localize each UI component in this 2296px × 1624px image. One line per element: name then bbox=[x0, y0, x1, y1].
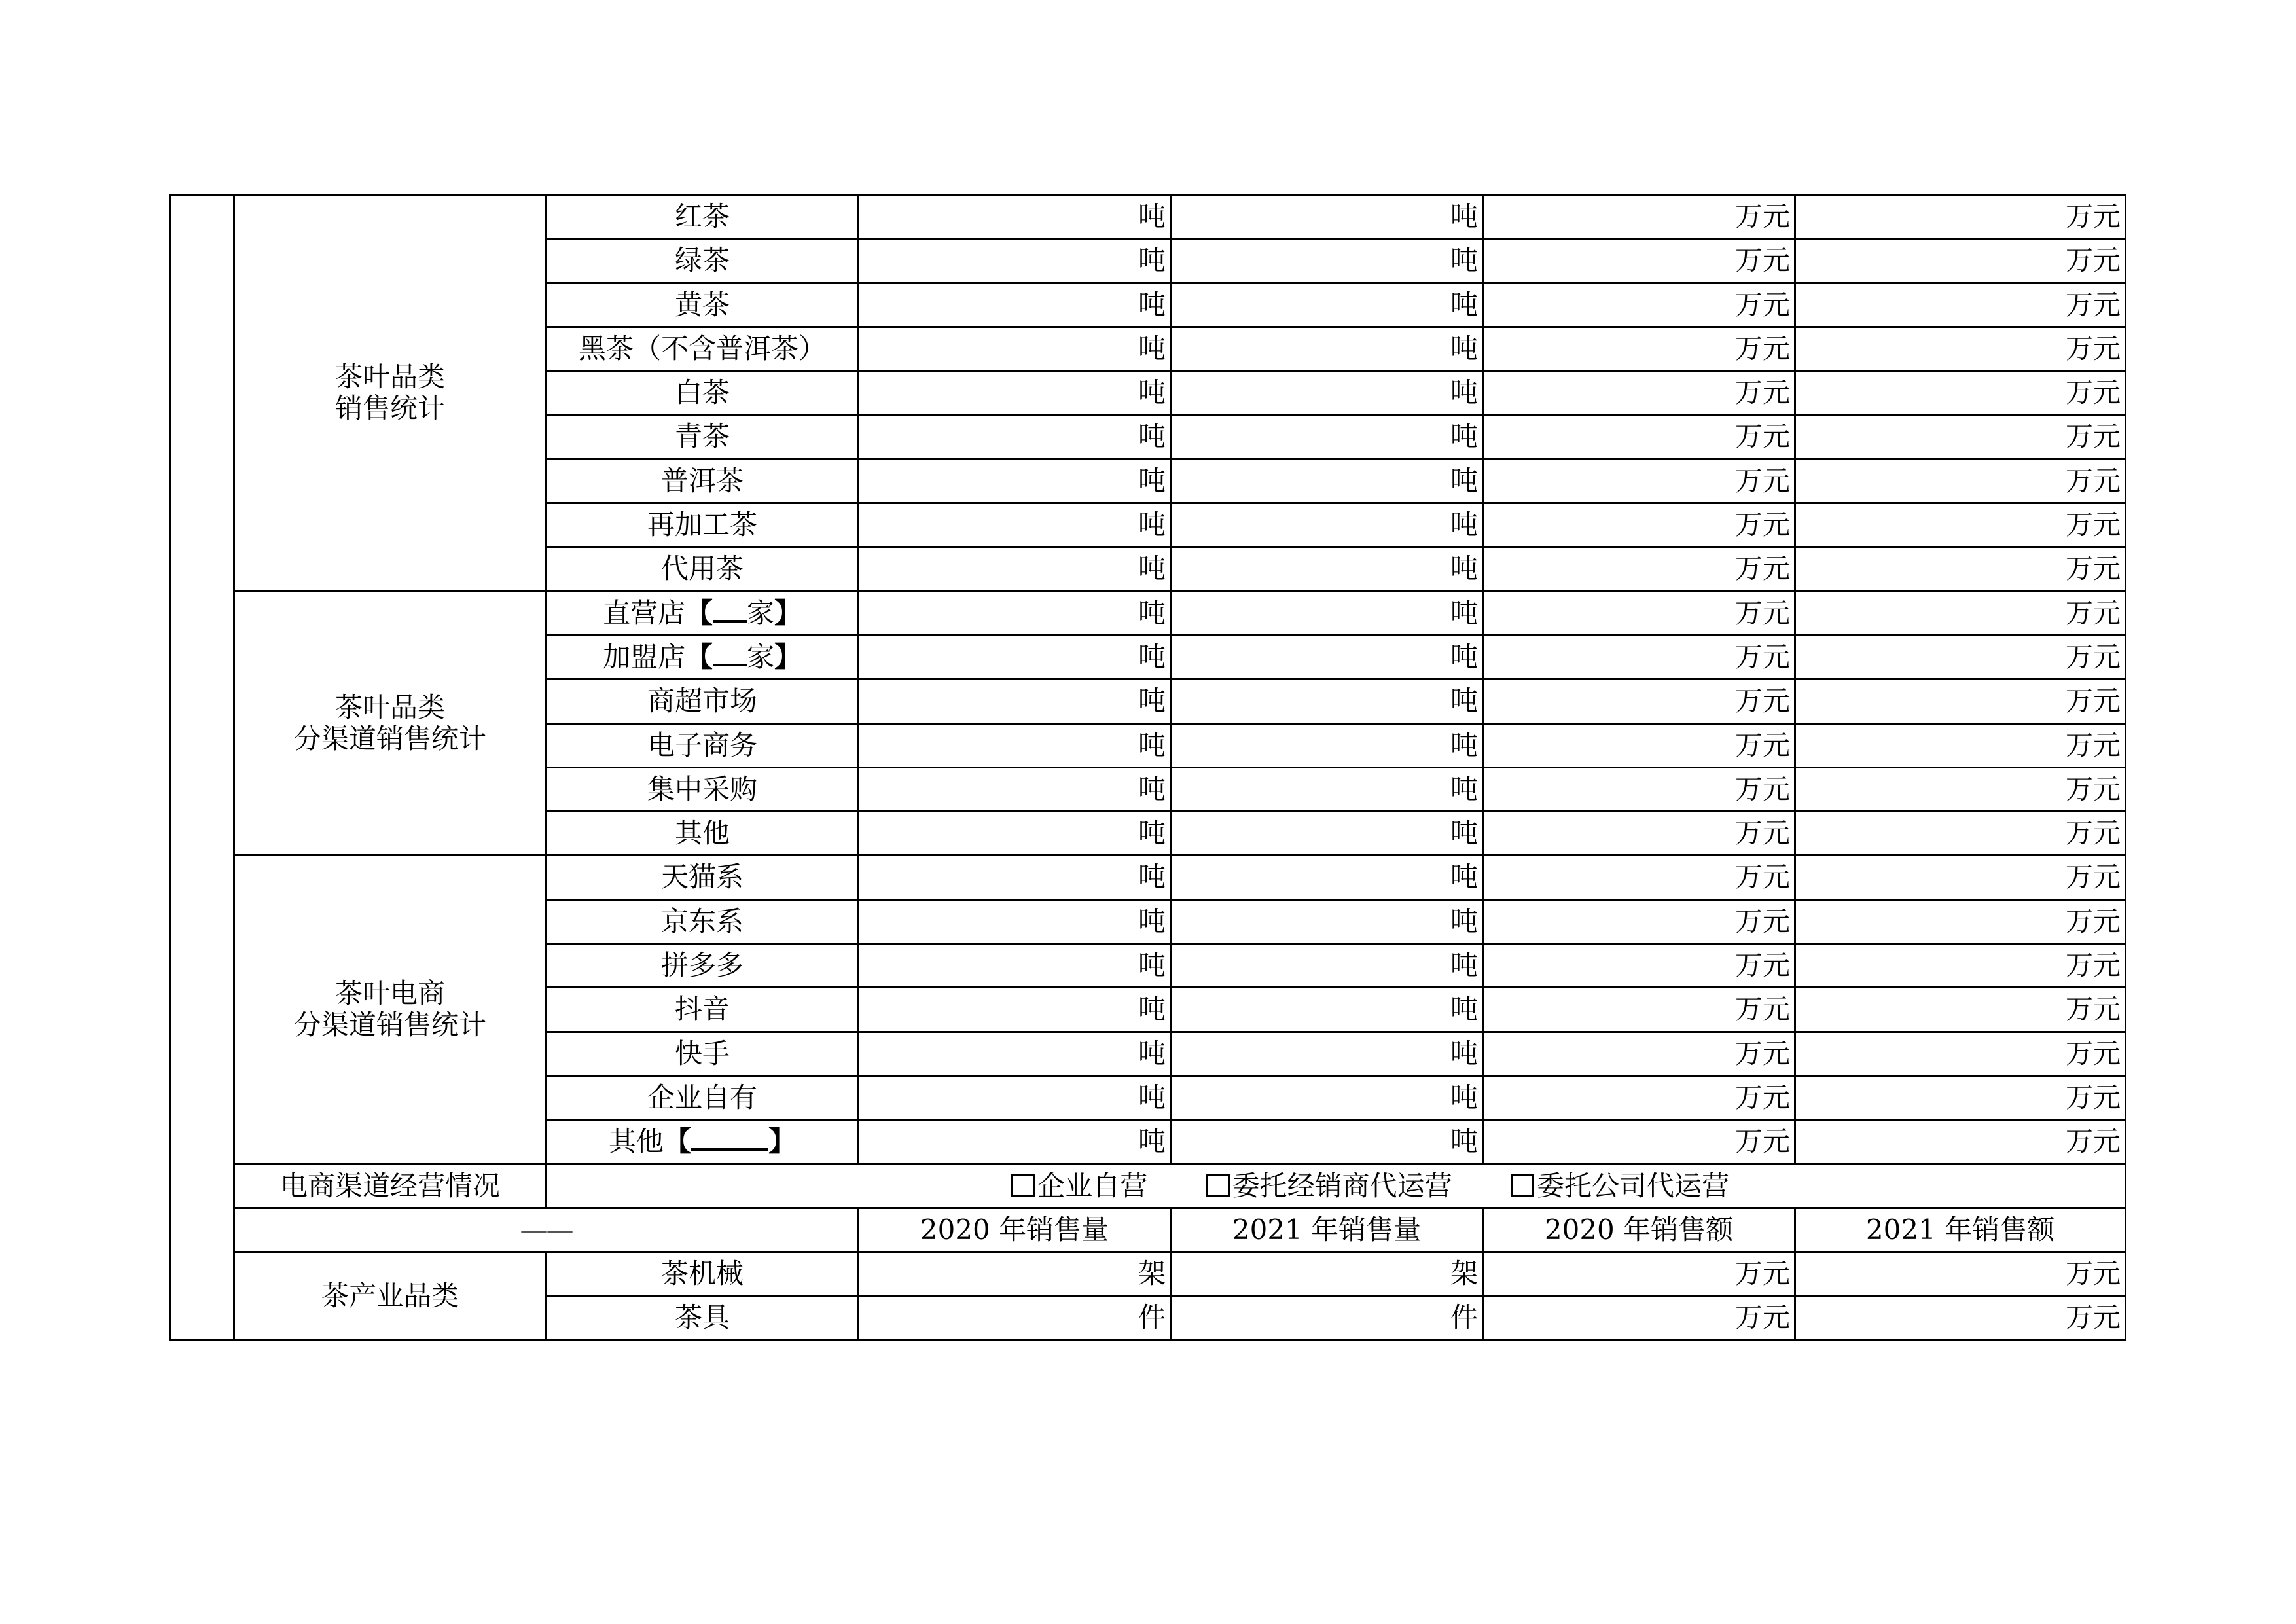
row-label-other-platform bbox=[547, 1120, 859, 1164]
tea-sales-statistics-table bbox=[169, 194, 2126, 1341]
unit-wanyuan-2020[interactable]: 万元 bbox=[1483, 1252, 1795, 1296]
group-title-line: 分渠道销售统计 bbox=[293, 723, 486, 755]
unit-ton-2020[interactable]: 吨 bbox=[859, 988, 1171, 1032]
unit-ton-2020[interactable]: 吨 bbox=[859, 767, 1171, 811]
row-label-direct-store bbox=[547, 591, 859, 635]
unit-wanyuan-2020[interactable]: 万元 bbox=[1483, 239, 1795, 283]
unit-ton-2020[interactable]: 吨 bbox=[859, 503, 1171, 547]
unit-machine-2020[interactable]: 架 bbox=[859, 1252, 1171, 1296]
store-count-blank[interactable] bbox=[713, 641, 747, 666]
row-label: 普洱茶 bbox=[547, 459, 859, 503]
unit-wanyuan-2020[interactable]: 万元 bbox=[1483, 944, 1795, 988]
bracket-open: 【 bbox=[685, 640, 713, 673]
unit-piece-2020[interactable]: 件 bbox=[859, 1296, 1171, 1340]
checkbox-icon[interactable] bbox=[1206, 1174, 1230, 1197]
unit-wanyuan-2021[interactable]: 万元 bbox=[1795, 679, 2126, 723]
unit-wanyuan-2020[interactable]: 万元 bbox=[1483, 723, 1795, 767]
unit-ton-2020[interactable]: 吨 bbox=[859, 371, 1171, 415]
header-2020-volume: 2020 年销售量 bbox=[859, 1208, 1171, 1252]
unit-wanyuan-2021[interactable]: 万元 bbox=[1795, 195, 2126, 239]
unit-wanyuan-2021[interactable]: 万元 bbox=[1795, 371, 2126, 415]
row-label: 集中采购 bbox=[547, 767, 859, 811]
unit-wanyuan-2020[interactable]: 万元 bbox=[1483, 371, 1795, 415]
option-dealer-operated[interactable] bbox=[1206, 1170, 1452, 1202]
option-self-operated[interactable] bbox=[1011, 1170, 1147, 1202]
checkbox-icon[interactable] bbox=[1011, 1174, 1035, 1197]
group-title-category-sales bbox=[234, 195, 547, 592]
label-suffix: 家 bbox=[747, 596, 775, 629]
unit-wanyuan-2021[interactable]: 万元 bbox=[1795, 283, 2126, 327]
header-2021-volume: 2021 年销售量 bbox=[1171, 1208, 1483, 1252]
group-title-line: 茶叶品类 bbox=[334, 691, 445, 723]
label-text: 直营店 bbox=[602, 596, 685, 629]
row-label: 再加工茶 bbox=[547, 503, 859, 547]
unit-wanyuan-2021[interactable]: 万元 bbox=[1795, 856, 2126, 899]
unit-wanyuan-2020[interactable]: 万元 bbox=[1483, 1296, 1795, 1340]
unit-wanyuan-2021[interactable]: 万元 bbox=[1795, 1032, 2126, 1075]
unit-wanyuan-2021[interactable]: 万元 bbox=[1795, 503, 2126, 547]
unit-ton-2021[interactable]: 吨 bbox=[1171, 679, 1483, 723]
row-label: 代用茶 bbox=[547, 547, 859, 591]
row-label: 企业自有 bbox=[547, 1075, 859, 1119]
unit-wanyuan-2021[interactable]: 万元 bbox=[1795, 591, 2126, 635]
unit-wanyuan-2021[interactable]: 万元 bbox=[1795, 1075, 2126, 1119]
header-2020-revenue: 2020 年销售额 bbox=[1483, 1208, 1795, 1252]
unit-ton-2021[interactable]: 吨 bbox=[1171, 459, 1483, 503]
option-company-operated[interactable] bbox=[1511, 1170, 1729, 1202]
unit-ton-2021[interactable]: 吨 bbox=[1171, 856, 1483, 899]
unit-ton-2021[interactable]: 吨 bbox=[1171, 635, 1483, 679]
unit-ton-2021[interactable]: 吨 bbox=[1171, 415, 1483, 459]
unit-wanyuan-2021[interactable]: 万元 bbox=[1795, 944, 2126, 988]
unit-ton-2021[interactable]: 吨 bbox=[1171, 239, 1483, 283]
unit-ton-2021[interactable]: 吨 bbox=[1171, 944, 1483, 988]
unit-ton-2020[interactable]: 吨 bbox=[859, 944, 1171, 988]
unit-wanyuan-2021[interactable]: 万元 bbox=[1795, 547, 2126, 591]
group-title-line: 分渠道销售统计 bbox=[293, 1009, 486, 1041]
unit-ton-2021[interactable]: 吨 bbox=[1171, 988, 1483, 1032]
unit-wanyuan-2020[interactable]: 万元 bbox=[1483, 415, 1795, 459]
bracket-close: 】 bbox=[774, 640, 802, 673]
ecommerce-ops-label: 电商渠道经营情况 bbox=[234, 1164, 547, 1208]
label-text: 加盟店 bbox=[602, 640, 685, 673]
unit-ton-2020[interactable]: 吨 bbox=[859, 812, 1171, 856]
unit-wanyuan-2021[interactable]: 万元 bbox=[1795, 1120, 2126, 1164]
unit-wanyuan-2021[interactable]: 万元 bbox=[1795, 1252, 2126, 1296]
industry-title: 茶产业品类 bbox=[234, 1252, 547, 1341]
unit-wanyuan-2020[interactable]: 万元 bbox=[1483, 1032, 1795, 1075]
unit-wanyuan-2020[interactable]: 万元 bbox=[1483, 679, 1795, 723]
label-text: 其他 bbox=[608, 1125, 664, 1158]
unit-wanyuan-2020[interactable]: 万元 bbox=[1483, 899, 1795, 943]
row-label: 拼多多 bbox=[547, 944, 859, 988]
unit-ton-2021[interactable]: 吨 bbox=[1171, 195, 1483, 239]
row-label-franchise-store bbox=[547, 635, 859, 679]
unit-ton-2021[interactable]: 吨 bbox=[1171, 723, 1483, 767]
unit-ton-2020[interactable]: 吨 bbox=[859, 679, 1171, 723]
bracket-close: 】 bbox=[768, 1125, 797, 1158]
unit-wanyuan-2020[interactable]: 万元 bbox=[1483, 1120, 1795, 1164]
unit-ton-2020[interactable]: 吨 bbox=[859, 195, 1171, 239]
unit-wanyuan-2021[interactable]: 万元 bbox=[1795, 899, 2126, 943]
unit-ton-2021[interactable]: 吨 bbox=[1171, 591, 1483, 635]
checkbox-icon[interactable] bbox=[1511, 1174, 1534, 1197]
unit-wanyuan-2021[interactable]: 万元 bbox=[1795, 327, 2126, 370]
unit-ton-2020[interactable]: 吨 bbox=[859, 1075, 1171, 1119]
other-platform-blank[interactable] bbox=[691, 1126, 768, 1151]
group-title-line: 茶叶电商 bbox=[334, 977, 445, 1010]
unit-wanyuan-2021[interactable]: 万元 bbox=[1795, 635, 2126, 679]
unit-ton-2021[interactable]: 吨 bbox=[1171, 812, 1483, 856]
option-label: 委托经销商代运营 bbox=[1232, 1169, 1452, 1202]
option-label: 委托公司代运营 bbox=[1537, 1169, 1730, 1202]
unit-wanyuan-2021[interactable]: 万元 bbox=[1795, 239, 2126, 283]
group-title-ecommerce-sales bbox=[234, 856, 547, 1164]
row-label: 青茶 bbox=[547, 415, 859, 459]
unit-piece-2021[interactable]: 件 bbox=[1171, 1296, 1483, 1340]
unit-ton-2021[interactable]: 吨 bbox=[1171, 327, 1483, 370]
header-2021-revenue: 2021 年销售额 bbox=[1795, 1208, 2126, 1252]
row-label: 茶具 bbox=[547, 1296, 859, 1340]
unit-ton-2021[interactable]: 吨 bbox=[1171, 1120, 1483, 1164]
unit-ton-2020[interactable]: 吨 bbox=[859, 547, 1171, 591]
row-label: 茶机械 bbox=[547, 1252, 859, 1296]
unit-wanyuan-2020[interactable]: 万元 bbox=[1483, 1075, 1795, 1119]
unit-wanyuan-2021[interactable]: 万元 bbox=[1795, 1296, 2126, 1340]
unit-wanyuan-2020[interactable]: 万元 bbox=[1483, 635, 1795, 679]
unit-wanyuan-2020[interactable]: 万元 bbox=[1483, 503, 1795, 547]
label-suffix: 家 bbox=[747, 640, 775, 673]
row-label: 白茶 bbox=[547, 371, 859, 415]
unit-ton-2020[interactable]: 吨 bbox=[859, 723, 1171, 767]
unit-wanyuan-2021[interactable]: 万元 bbox=[1795, 767, 2126, 811]
group-title-channel-sales bbox=[234, 591, 547, 856]
unit-wanyuan-2020[interactable]: 万元 bbox=[1483, 856, 1795, 899]
unit-machine-2021[interactable]: 架 bbox=[1171, 1252, 1483, 1296]
row-label: 京东系 bbox=[547, 899, 859, 943]
unit-ton-2020[interactable]: 吨 bbox=[859, 635, 1171, 679]
unit-wanyuan-2020[interactable]: 万元 bbox=[1483, 459, 1795, 503]
group-title-line: 销售统计 bbox=[334, 392, 445, 425]
unit-ton-2020[interactable]: 吨 bbox=[859, 415, 1171, 459]
unit-ton-2020[interactable]: 吨 bbox=[859, 459, 1171, 503]
unit-wanyuan-2020[interactable]: 万元 bbox=[1483, 812, 1795, 856]
unit-ton-2020[interactable]: 吨 bbox=[859, 899, 1171, 943]
unit-ton-2020[interactable]: 吨 bbox=[859, 239, 1171, 283]
row-label: 抖音 bbox=[547, 988, 859, 1032]
unit-ton-2021[interactable]: 吨 bbox=[1171, 371, 1483, 415]
bracket-open: 【 bbox=[685, 596, 713, 629]
unit-ton-2021[interactable]: 吨 bbox=[1171, 503, 1483, 547]
left-margin-cell bbox=[170, 195, 234, 1341]
unit-ton-2020[interactable]: 吨 bbox=[859, 327, 1171, 370]
unit-wanyuan-2020[interactable]: 万元 bbox=[1483, 591, 1795, 635]
unit-wanyuan-2021[interactable]: 万元 bbox=[1795, 988, 2126, 1032]
unit-ton-2021[interactable]: 吨 bbox=[1171, 899, 1483, 943]
option-label: 企业自营 bbox=[1037, 1169, 1148, 1202]
unit-wanyuan-2020[interactable]: 万元 bbox=[1483, 283, 1795, 327]
row-label: 黄茶 bbox=[547, 283, 859, 327]
row-label: 绿茶 bbox=[547, 239, 859, 283]
unit-wanyuan-2020[interactable]: 万元 bbox=[1483, 988, 1795, 1032]
row-label: 其他 bbox=[547, 812, 859, 856]
unit-ton-2020[interactable]: 吨 bbox=[859, 283, 1171, 327]
ecommerce-ops-options bbox=[547, 1164, 2126, 1208]
group-title-line: 茶叶品类 bbox=[334, 361, 445, 393]
unit-wanyuan-2020[interactable]: 万元 bbox=[1483, 547, 1795, 591]
unit-wanyuan-2021[interactable]: 万元 bbox=[1795, 459, 2126, 503]
unit-ton-2020[interactable]: 吨 bbox=[859, 591, 1171, 635]
row-label: 商超市场 bbox=[547, 679, 859, 723]
row-label: 快手 bbox=[547, 1032, 859, 1075]
row-label: 天猫系 bbox=[547, 856, 859, 899]
unit-wanyuan-2020[interactable]: 万元 bbox=[1483, 327, 1795, 370]
unit-ton-2021[interactable]: 吨 bbox=[1171, 547, 1483, 591]
unit-wanyuan-2021[interactable]: 万元 bbox=[1795, 415, 2126, 459]
unit-wanyuan-2021[interactable]: 万元 bbox=[1795, 723, 2126, 767]
unit-ton-2021[interactable]: 吨 bbox=[1171, 767, 1483, 811]
unit-wanyuan-2020[interactable]: 万元 bbox=[1483, 195, 1795, 239]
row-label: 电子商务 bbox=[547, 723, 859, 767]
header-placeholder: —— bbox=[234, 1208, 859, 1252]
unit-wanyuan-2020[interactable]: 万元 bbox=[1483, 767, 1795, 811]
unit-ton-2021[interactable]: 吨 bbox=[1171, 283, 1483, 327]
bracket-open: 【 bbox=[663, 1125, 691, 1158]
store-count-blank[interactable] bbox=[713, 598, 747, 623]
row-label: 黑茶（不含普洱茶） bbox=[547, 327, 859, 370]
unit-wanyuan-2021[interactable]: 万元 bbox=[1795, 812, 2126, 856]
bracket-close: 】 bbox=[774, 596, 802, 629]
unit-ton-2021[interactable]: 吨 bbox=[1171, 1032, 1483, 1075]
unit-ton-2020[interactable]: 吨 bbox=[859, 856, 1171, 899]
row-label: 红茶 bbox=[547, 195, 859, 239]
unit-ton-2020[interactable]: 吨 bbox=[859, 1120, 1171, 1164]
unit-ton-2021[interactable]: 吨 bbox=[1171, 1075, 1483, 1119]
unit-ton-2020[interactable]: 吨 bbox=[859, 1032, 1171, 1075]
